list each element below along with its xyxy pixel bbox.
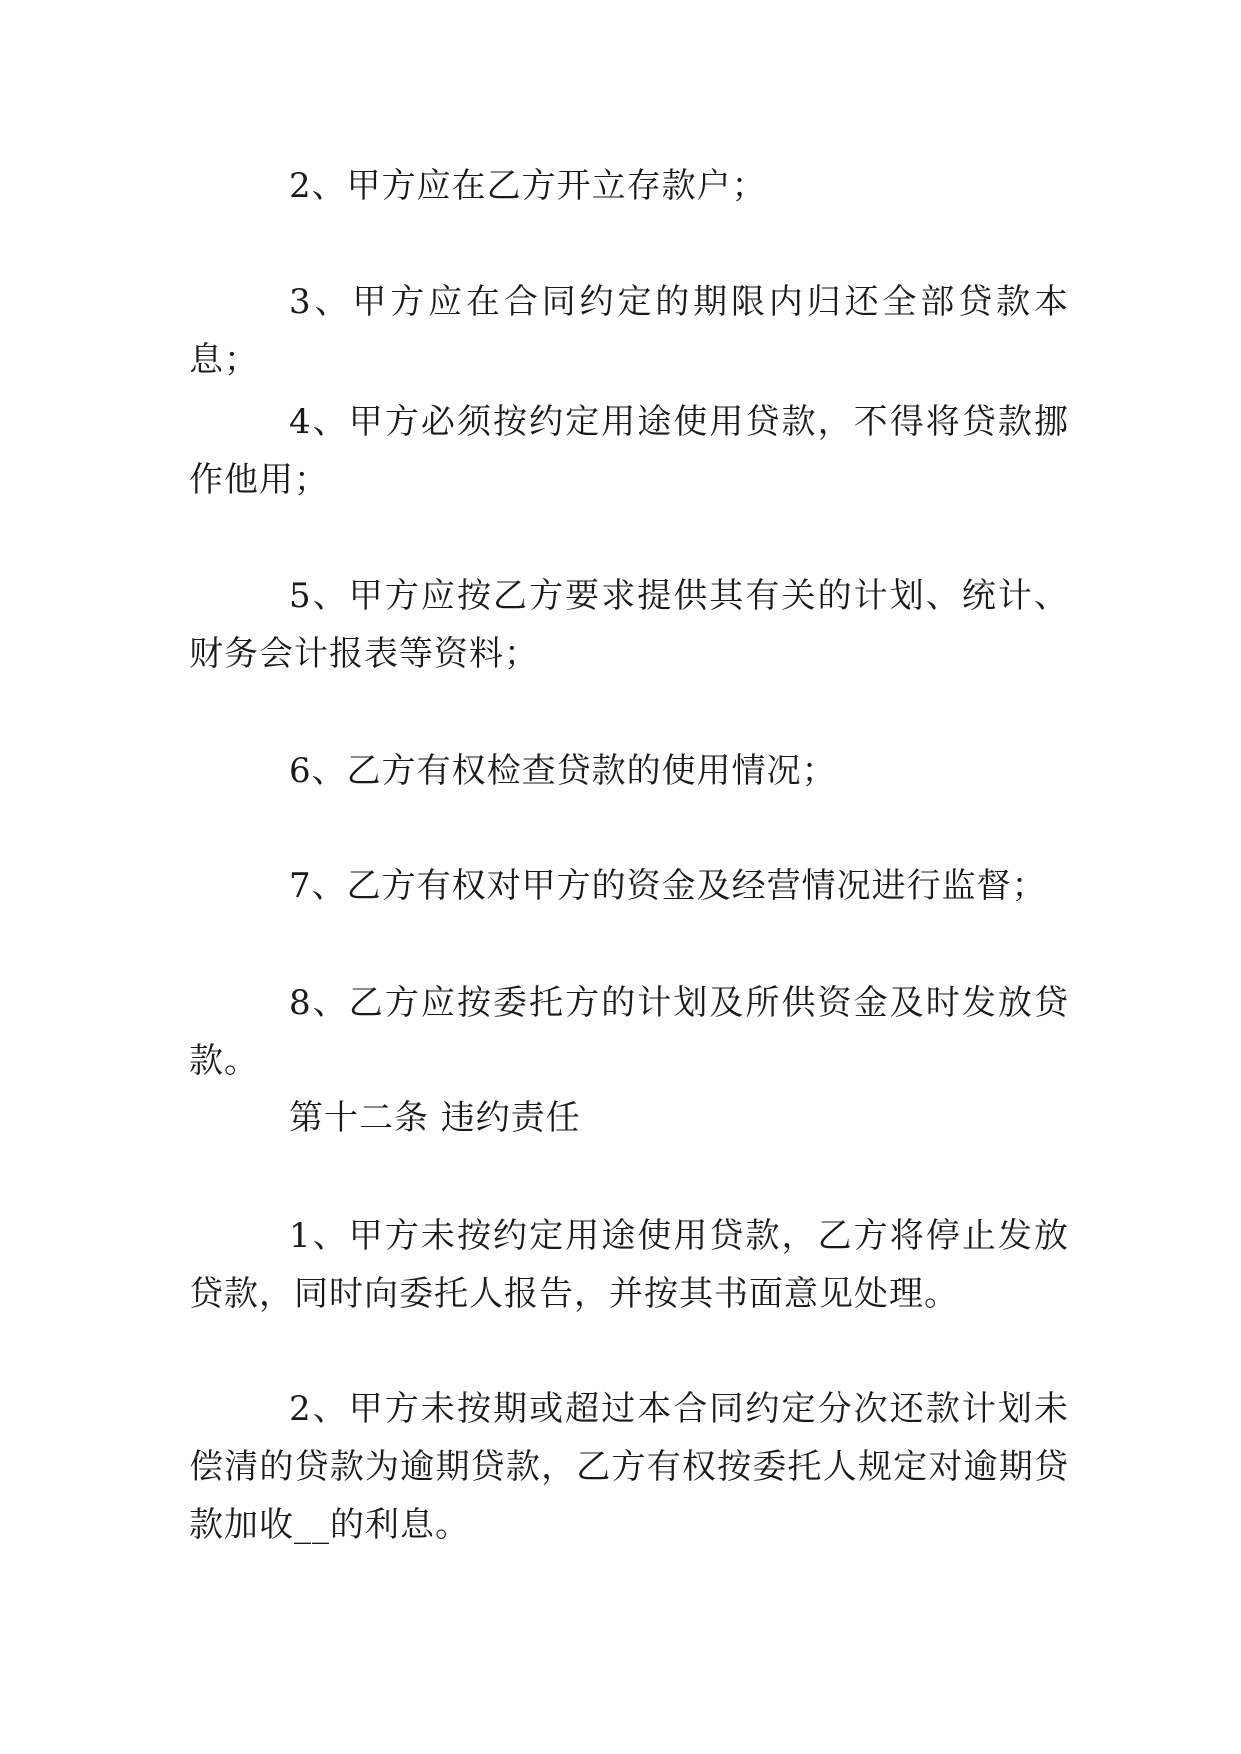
paragraph-liability-2: 2、甲方未按期或超过本合同约定分次还款计划未偿清的贷款为逾期贷款，乙方有权按委托人规定对逾期贷款加收__的利息。	[189, 1389, 1069, 1545]
paragraph-clause-6: 6、乙方有权检查贷款的使用情况；	[289, 751, 837, 791]
paragraph-clause-7: 7、乙方有权对甲方的资金及经营情况进行监督；	[289, 866, 1047, 906]
paragraph-clause-4: 4、甲方必须按约定用途使用贷款，不得将贷款挪作他用；	[189, 402, 1069, 500]
paragraph-liability-1: 1、甲方未按约定用途使用贷款，乙方将停止发放贷款，同时向委托人报告，并按其书面意见处理。	[189, 1216, 1069, 1314]
paragraph-clause-3: 3、甲方应在合同约定的期限内归还全部贷款本息；	[189, 282, 1069, 380]
paragraph-clause-8: 8、乙方应按委托方的计划及所供资金及时发放贷款。	[189, 983, 1069, 1081]
paragraph-clause-2: 2、甲方应在乙方开立存款户；	[289, 166, 767, 206]
section-heading-article-12: 第十二条 违约责任	[289, 1098, 581, 1138]
paragraph-clause-5: 5、甲方应按乙方要求提供其有关的计划、统计、财务会计报表等资料；	[189, 576, 1069, 674]
